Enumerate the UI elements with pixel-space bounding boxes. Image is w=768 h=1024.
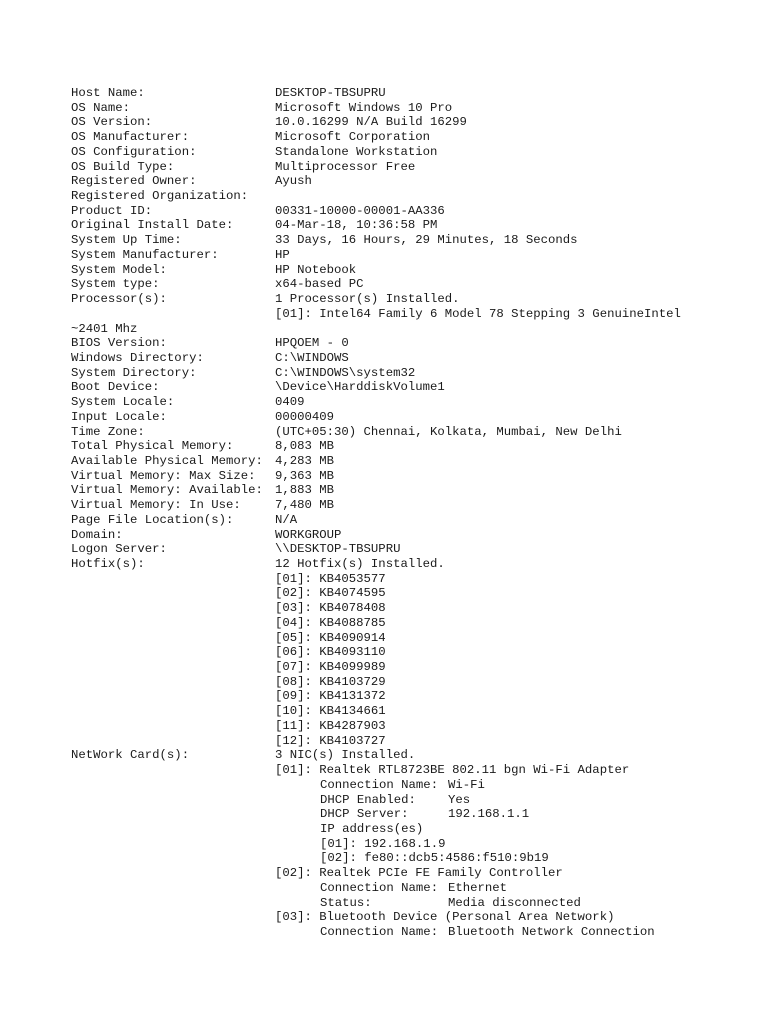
info-row (71, 263, 761, 278)
info-row (71, 204, 761, 219)
field-value: DESKTOP-TBSUPRU (275, 86, 386, 100)
info-row (71, 366, 761, 381)
field-value: \Device\HarddiskVolume1 (275, 380, 445, 395)
field-value: 00000409 (275, 409, 335, 424)
sub-value: Wi-Fi (448, 777, 485, 792)
field-label: Registered Organization: (71, 189, 249, 204)
info-row (71, 145, 761, 160)
info-row (71, 483, 761, 498)
field-value: Microsoft Windows 10 Pro (275, 100, 453, 115)
field-label: Host Name: (71, 86, 145, 100)
field-label: OS Version: (71, 115, 153, 130)
info-row (71, 336, 761, 351)
info-row (71, 425, 761, 440)
nic-1-title: [01]: Realtek RTL8723BE 802.11 bgn Wi-Fi Adapter (275, 763, 630, 778)
field-label: System Manufacturer: (71, 247, 219, 262)
info-row (71, 86, 761, 101)
field-value: HP (275, 247, 290, 262)
hotfix-item: [06]: KB4093110 (275, 645, 386, 660)
info-row (71, 218, 761, 233)
info-row (71, 395, 761, 410)
hotfix-item: [11]: KB4287903 (275, 718, 386, 733)
field-value: 04-Mar-18, 10:36:58 PM (275, 218, 438, 233)
field-label: Windows Directory: (71, 350, 204, 365)
field-value: HPQOEM - 0 (275, 336, 349, 351)
sub-label: DHCP Server: (320, 807, 409, 822)
field-label: Logon Server: (71, 542, 167, 557)
processor-wrap: ~2401 Mhz (71, 321, 138, 336)
field-value: Standalone Workstation (275, 144, 438, 159)
info-row (71, 469, 761, 484)
info-row (71, 277, 761, 292)
info-row (71, 292, 761, 307)
field-label: BIOS Version: (71, 336, 167, 351)
field-value: 8,083 MB (275, 439, 335, 454)
nic-1-dhcp-enabled (71, 793, 761, 808)
field-label: System type: (71, 277, 160, 292)
field-value: 10.0.16299 N/A Build 16299 (275, 115, 467, 130)
field-value: Ayush (275, 174, 312, 189)
field-label: Domain: (71, 527, 123, 542)
field-label: Boot Device: (71, 380, 160, 395)
field-label: System Model: (71, 262, 167, 277)
info-row (71, 233, 761, 248)
nic-1-ip: [02]: fe80::dcb5:4586:f510:9b19 (320, 851, 549, 866)
field-label: Registered Owner: (71, 174, 197, 189)
info-row (71, 439, 761, 454)
field-value: C:\WINDOWS\system32 (275, 365, 416, 380)
info-row (71, 410, 761, 425)
field-value: \\DESKTOP-TBSUPRU (275, 542, 401, 557)
field-value: 00331-10000-00001-AA336 (275, 203, 445, 218)
field-label: Product ID: (71, 203, 153, 218)
field-value: 1 Processor(s) Installed. (275, 292, 460, 307)
field-label: NetWork Card(s): (71, 748, 190, 763)
nic-3-connection-name (71, 925, 761, 940)
hotfix-item: [08]: KB4103729 (275, 674, 386, 689)
field-label: Virtual Memory: In Use: (71, 498, 241, 513)
info-row (71, 115, 761, 130)
processor-detail: [01]: Intel64 Family 6 Model 78 Stepping 3 GenuineIntel (275, 306, 681, 321)
field-label: Available Physical Memory: (71, 453, 263, 468)
network-cards-row (71, 748, 761, 763)
info-row (71, 528, 761, 543)
field-value: (UTC+05:30) Chennai, Kolkata, Mumbai, New Delhi (275, 424, 622, 439)
nic-3-title: [03]: Bluetooth Device (Personal Area Network) (275, 910, 615, 925)
hotfix-item: [10]: KB4134661 (275, 704, 386, 719)
info-row (71, 160, 761, 175)
field-value: Multiprocessor Free (275, 159, 416, 174)
info-row (71, 557, 761, 572)
hotfix-item: [07]: KB4099989 (275, 660, 386, 675)
field-value: 0409 (275, 395, 305, 410)
field-value: 7,480 MB (275, 498, 335, 513)
system-info-section-2 (71, 336, 761, 572)
info-row (71, 248, 761, 263)
sub-label: Connection Name: (320, 777, 439, 792)
field-value: Microsoft Corporation (275, 130, 430, 145)
field-value: 3 NIC(s) Installed. (275, 748, 416, 763)
hotfix-item: [04]: KB4088785 (275, 615, 386, 630)
nic-1-connection-name (71, 778, 761, 793)
system-info-section-1 (71, 86, 761, 307)
sub-value: Yes (448, 792, 471, 807)
nic-1-dhcp-server (71, 807, 761, 822)
info-row (71, 351, 761, 366)
info-row (71, 130, 761, 145)
hotfix-item: [03]: KB4078408 (275, 601, 386, 616)
field-label: Input Locale: (71, 409, 167, 424)
info-row (71, 380, 761, 395)
field-value: WORKGROUP (275, 527, 342, 542)
field-label: OS Configuration: (71, 144, 197, 159)
sub-value: Ethernet (448, 880, 508, 895)
field-label: System Locale: (71, 395, 175, 410)
info-row (71, 189, 761, 204)
field-label: Virtual Memory: Available: (71, 483, 263, 498)
nic-2-status (71, 896, 761, 911)
info-row (71, 174, 761, 189)
hotfix-item: [02]: KB4074595 (275, 586, 386, 601)
field-label: OS Manufacturer: (71, 130, 190, 145)
info-row (71, 101, 761, 116)
field-value: 33 Days, 16 Hours, 29 Minutes, 18 Seconds (275, 233, 578, 248)
field-label: OS Build Type: (71, 159, 175, 174)
info-row (71, 498, 761, 513)
field-value: 4,283 MB (275, 453, 335, 468)
sub-label: Connection Name: (320, 880, 439, 895)
info-row (71, 542, 761, 557)
field-label: System Up Time: (71, 233, 182, 248)
field-value: x64-based PC (275, 277, 364, 292)
field-label: Total Physical Memory: (71, 439, 234, 454)
field-label: Processor(s): (71, 292, 167, 307)
field-label: OS Name: (71, 100, 131, 115)
hotfix-list (71, 572, 761, 749)
field-label: Original Install Date: (71, 218, 234, 233)
sub-label: Connection Name: (320, 924, 439, 939)
field-label: Virtual Memory: Max Size: (71, 468, 256, 483)
hotfix-item: [01]: KB4053577 (275, 571, 386, 586)
field-label: Page File Location(s): (71, 512, 234, 527)
hotfix-item: [12]: KB4103727 (275, 733, 386, 748)
field-label: Hotfix(s): (71, 557, 145, 571)
field-label: Time Zone: (71, 424, 145, 439)
field-value: C:\WINDOWS (275, 350, 349, 365)
field-value: HP Notebook (275, 262, 357, 277)
field-value: 1,883 MB (275, 483, 335, 498)
nic-2-title: [02]: Realtek PCIe FE Family Controller (275, 866, 563, 881)
hotfix-item: [05]: KB4090914 (275, 630, 386, 645)
nic-1-ip-label: IP address(es) (320, 821, 424, 836)
hotfix-item: [09]: KB4131372 (275, 689, 386, 704)
field-value: 9,363 MB (275, 468, 335, 483)
systeminfo-document (71, 86, 761, 940)
nic-1-ip: [01]: 192.168.1.9 (320, 836, 446, 851)
info-row (71, 513, 761, 528)
sub-value: 192.168.1.1 (448, 807, 530, 822)
field-value: N/A (275, 512, 298, 527)
sub-value: Bluetooth Network Connection (448, 924, 655, 939)
nic-2-connection-name (71, 881, 761, 896)
sub-value: Media disconnected (448, 895, 581, 910)
info-row (71, 454, 761, 469)
field-value: 12 Hotfix(s) Installed. (275, 557, 445, 571)
field-label: System Directory: (71, 365, 197, 380)
sub-label: Status: (320, 895, 372, 910)
sub-label: DHCP Enabled: (320, 792, 416, 807)
